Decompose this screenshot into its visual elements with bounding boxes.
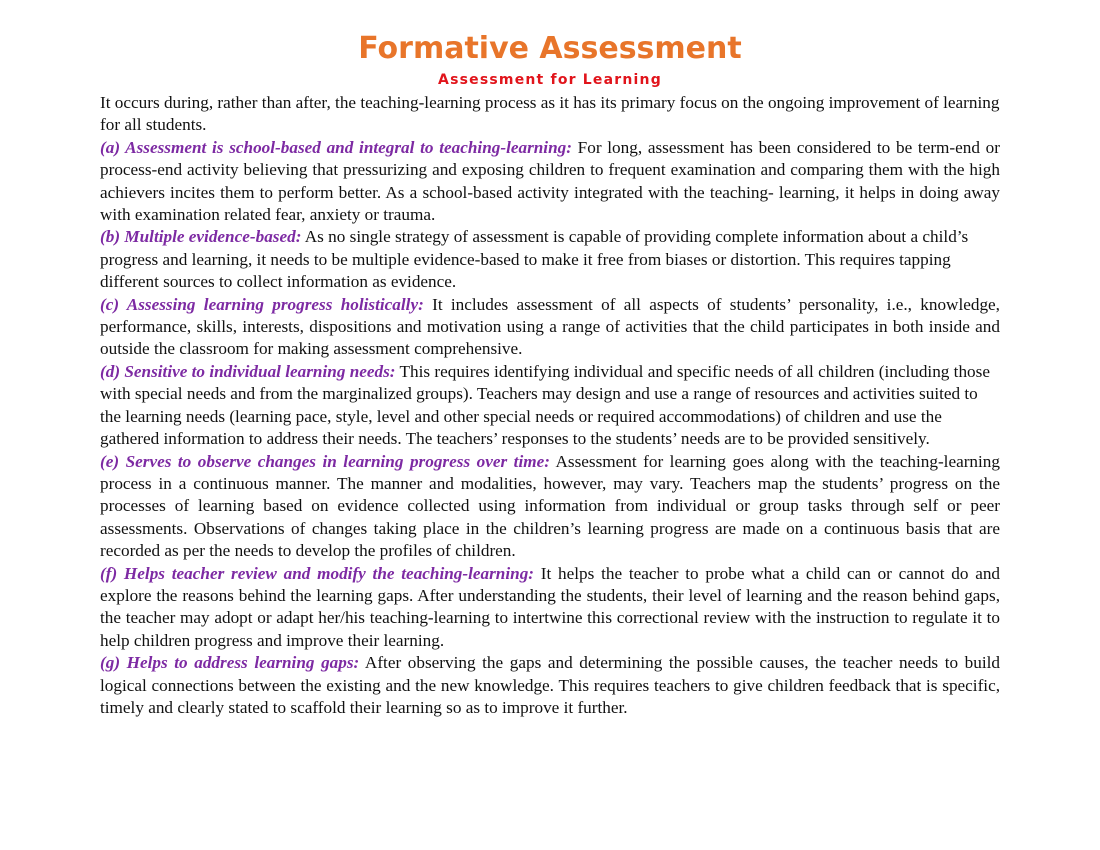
section-a-text: For long, assessment has been considered to be term-end or process-end activity believing that pressurizing and exposing children to frequent examination and comparing them with the high achievers incites them to perform better. As a school-based activity integrated with the teaching- learning, it helps in doing away with examination related fear, anxiety or trauma. xyxy=(100,137,1000,225)
page-title: Formative Assessment xyxy=(358,31,742,66)
section-b-heading: (b) Multiple evidence-based: xyxy=(100,227,302,247)
section-f xyxy=(100,563,1000,653)
section-b xyxy=(100,226,1000,293)
section-g xyxy=(100,652,1000,719)
section-c xyxy=(100,294,1000,361)
section-e-heading: (e) Serves to observe changes in learning progress over time: xyxy=(100,451,550,471)
page-subtitle: Assessment for Learning xyxy=(438,72,662,88)
section-g-text: After observing the gaps and determining the possible causes, the teacher needs to build logical connections between the existing and the new knowledge. This requires teachers to give children feedback that is specific, timely and clearly stated to scaffold their learning so as to improve it further. xyxy=(100,653,1000,717)
section-g-heading: (g) Helps to address learning gaps: xyxy=(100,653,360,673)
intro-paragraph: It occurs during, rather than after, the teaching-learning process as it has its primary focus on the ongoing improvement of learning for all students. xyxy=(100,93,1000,135)
document-page xyxy=(100,30,1000,719)
section-d xyxy=(100,361,1000,451)
section-f-text: It helps the teacher to probe what a child can or cannot do and explore the reasons behind the learning gaps. After understanding the students, their level of learning and the reason behind gaps, the teacher may adopt or adapt her/his teaching-learning to intertwine this correctional review with the instruction to regulate it to help children progress and improve their learning. xyxy=(100,563,1001,650)
section-c-heading: (c) Assessing learning progress holistically: xyxy=(100,294,424,314)
section-f-heading: (f) Helps teacher review and modify the teaching-learning: xyxy=(100,563,535,583)
section-d-heading: (d) Sensitive to individual learning needs: xyxy=(100,361,396,381)
section-a xyxy=(100,137,1000,227)
section-b-text: As no single strategy of assessment is capable of providing complete information about a child’s progress and learning, it needs to be multiple evidence-based to make it free from biases or distortion. This requires tapping different sources to collect information as evidence. xyxy=(100,227,969,292)
section-d-text: This requires identifying individual and specific needs of all children (including those with special needs and from the marginalized groups). Teachers may design and use a range of resources and activities suited to the learning needs (learning pace, style, level and other special needs or required accommodations) of children and use the gathered information to address their needs. The teachers’ responses to the students’ needs are to be provided sensitively. xyxy=(100,361,990,449)
section-e xyxy=(100,451,1000,563)
section-a-heading: (a) Assessment is school-based and integral to teaching-learning: xyxy=(100,137,572,157)
section-c-text: It includes assessment of all aspects of students’ personality, i.e., knowledge, performance, skills, interests, dispositions and motivation using a range of activities that the child participates in both inside and outside the classroom for making assessment comprehensive. xyxy=(100,294,1000,359)
section-e-text: Assessment for learning goes along with the teaching-learning process in a continuous manner. The manner and modalities, however, may vary. Teachers map the students’ progress on the processes of learning based on evidence collected using information from individual or group tasks through self or peer assessments. Observations of changes taking place in the children’s learning progress are made on a continuous basis that are recorded as per the needs to develop the profiles of children. xyxy=(100,451,1000,561)
